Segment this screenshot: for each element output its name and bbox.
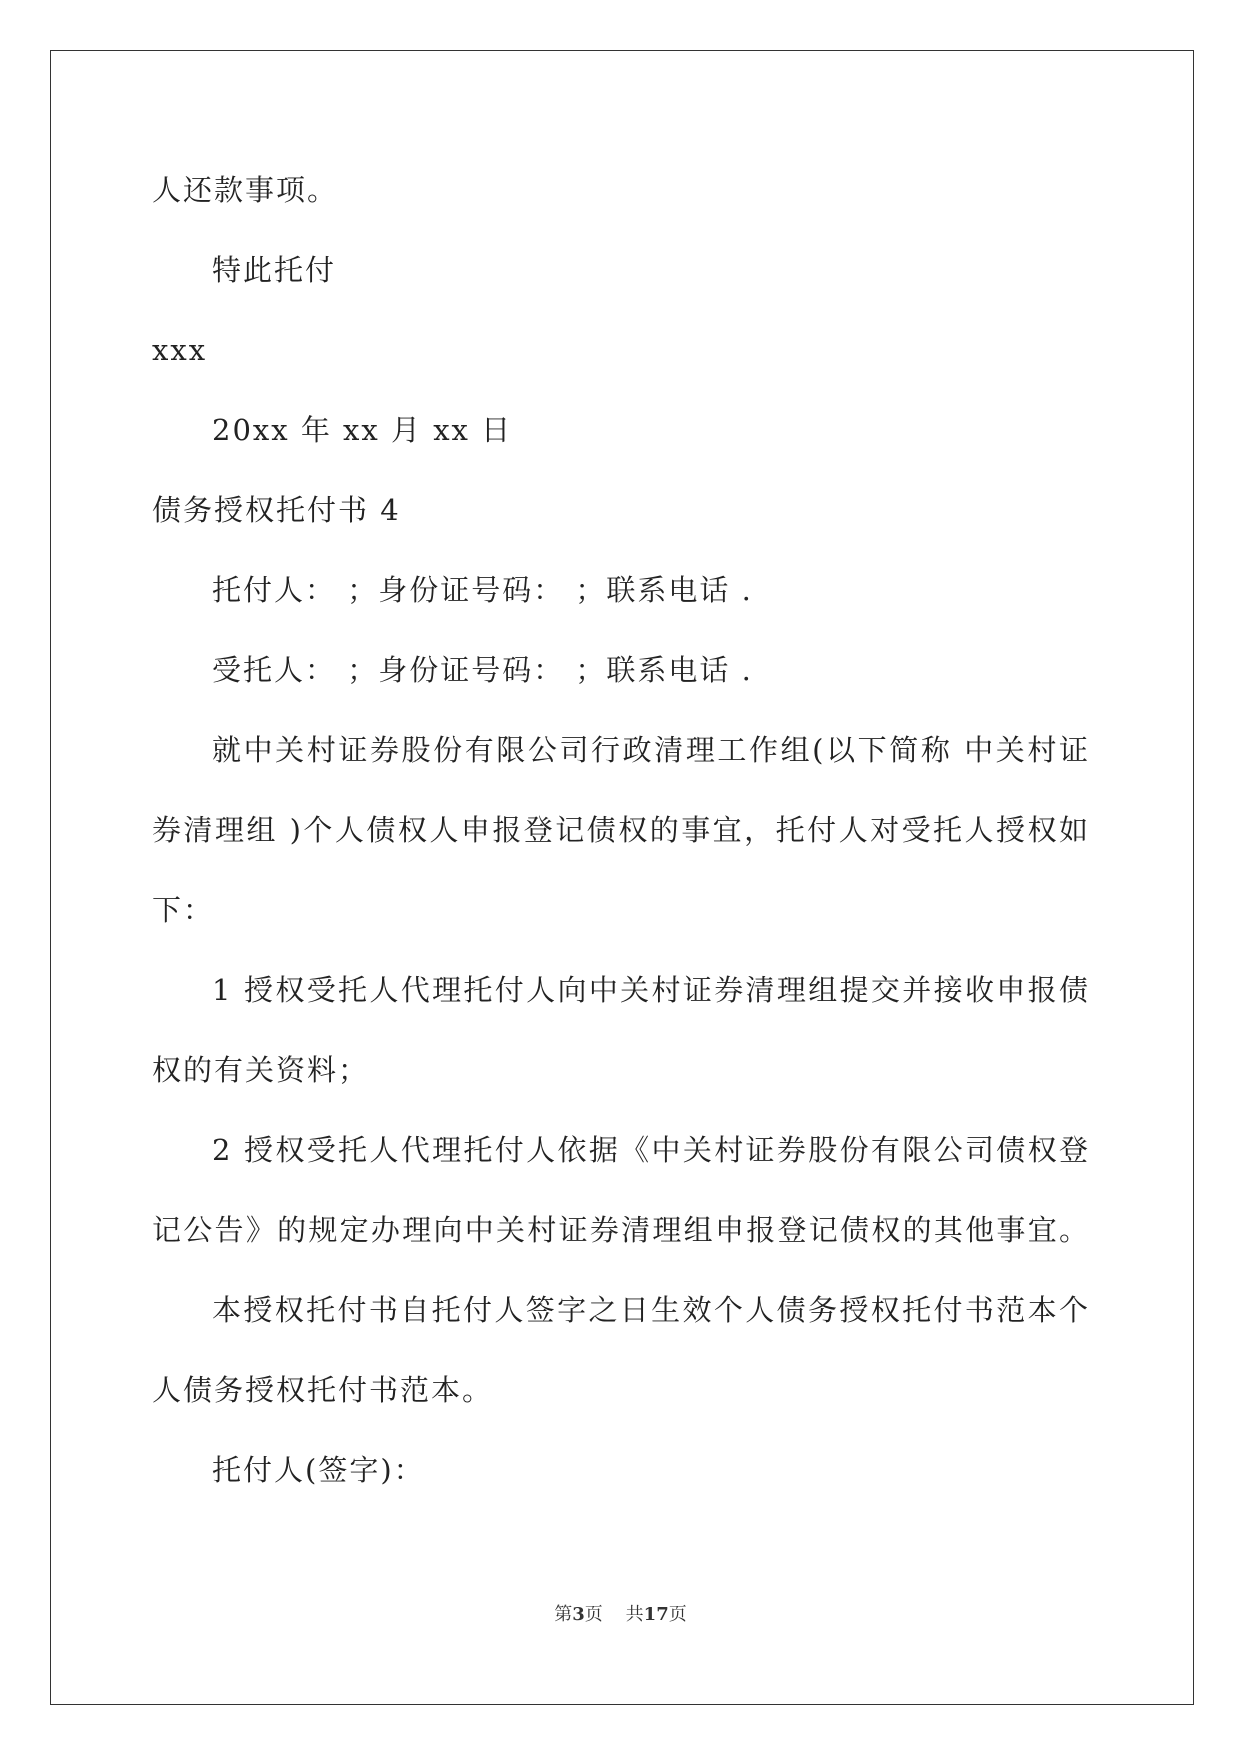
footer-total-suffix: 页: [668, 1604, 687, 1625]
footer-total-pages: 17: [643, 1604, 669, 1625]
section-title: 债务授权托付书 4: [152, 493, 401, 527]
paragraph-line: 就中关村证券股份有限公司行政清理工作组(以下简称 中关村证: [212, 733, 1090, 767]
date-line: 20xx 年 xx 月 xx 日: [212, 413, 513, 447]
paragraph-line: 2 授权受托人代理托付人依据《中关村证券股份有限公司债权登: [212, 1133, 1090, 1167]
paragraph-line: 记公告》的规定办理向中关村证券清理组申报登记债权的其他事宜。: [152, 1213, 1090, 1247]
paragraph-line: 权的有关资料；: [152, 1053, 370, 1087]
page-footer: [0, 1604, 1241, 1626]
paragraph-line: 1 授权受托人代理托付人向中关村证券清理组提交并接收申报债: [212, 973, 1090, 1007]
paragraph-line: 券清理组 )个人债权人申报登记债权的事宜，托付人对受托人授权如: [152, 813, 1090, 847]
paragraph-line: 特此托付: [212, 253, 337, 287]
paragraph-line: 受托人： ；身份证号码： ；联系电话 .: [212, 653, 753, 687]
footer-page-number: 3: [572, 1604, 585, 1625]
paragraph-line: 本授权托付书自托付人签字之日生效个人债务授权托付书范本个: [212, 1293, 1090, 1327]
paragraph-line: 人还款事项。: [152, 173, 339, 207]
paragraph-line: 托付人： ；身份证号码： ；联系电话 .: [212, 573, 753, 607]
footer-page-suffix: 页: [584, 1604, 603, 1625]
signature-line: 托付人(签字)：: [212, 1453, 425, 1487]
footer-total-prefix: 共: [625, 1604, 644, 1625]
footer-page-prefix: 第: [554, 1604, 573, 1625]
paragraph-line: 下：: [152, 893, 215, 927]
paragraph-line: 人债务授权托付书范本。: [152, 1373, 494, 1407]
paragraph-line: xxx: [152, 333, 208, 367]
